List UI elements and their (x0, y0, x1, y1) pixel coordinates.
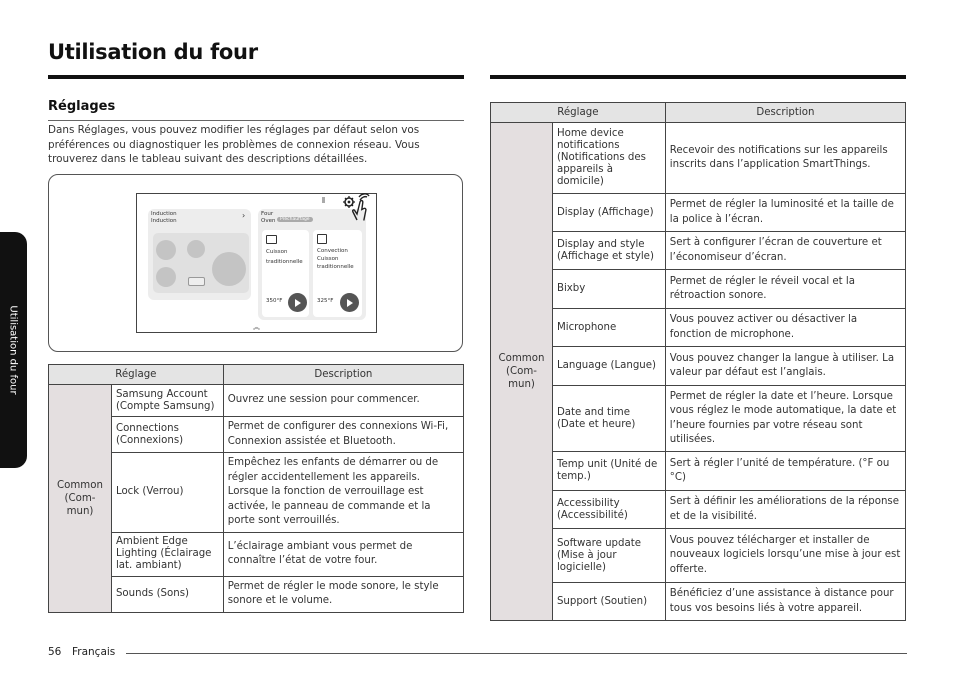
burner-large-right (212, 252, 246, 286)
convection-fan-icon (317, 234, 327, 244)
side-chapter-label: Utilisation du four (7, 305, 19, 395)
description-cell: Vous pouvez changer la langue à utiliser. La valeur par défaut est l’anglais. (665, 347, 905, 386)
setting-cell: Ambient Edge Lighting (Éclairage lat. ambiant) (111, 532, 223, 576)
setting-cell: Home device notifications (Notifications des appareils à domicile) (552, 123, 665, 194)
page-title: Utilisation du four (48, 40, 258, 64)
description-cell: L’éclairage ambiant vous permet de connaître l’état de votre four. (223, 532, 463, 576)
oven-subtitle: Oven (261, 218, 276, 224)
table-row (491, 529, 906, 583)
table-row (49, 385, 464, 417)
table-row (491, 583, 906, 621)
table-row (49, 417, 464, 453)
preheat-badge: Préchauffage (277, 217, 313, 222)
table-row (491, 232, 906, 270)
table-row (491, 452, 906, 491)
table-row (491, 270, 906, 309)
card1-line1: Cuisson (266, 249, 288, 255)
setting-cell: Date and time (Date et heure) (552, 386, 665, 452)
chevron-right-icon[interactable]: › (242, 211, 246, 220)
card2-line3: traditionnelle (317, 264, 354, 270)
induction-title: Induction (151, 211, 177, 217)
setting-cell: Sounds (Sons) (111, 576, 223, 612)
description-cell: Ouvrez une session pour commencer. (223, 385, 463, 417)
description-cell: Permet de régler la date et l’heure. Lorsque vous réglez le mode automatique, la date et l’heure fournies par votre réseau sont utilisées. (665, 386, 905, 452)
setting-cell: Display and style (Affichage et style) (552, 232, 665, 270)
play-icon[interactable] (288, 293, 307, 312)
play-icon[interactable] (340, 293, 359, 312)
induction-subtitle: Induction (151, 218, 177, 224)
description-cell: Sert à régler l’unité de température. (°F ou °C) (665, 452, 905, 491)
description-cell: Sert à définir les améliorations de la réponse et de la visibilité. (665, 491, 905, 529)
settings-gear-icon[interactable] (340, 192, 376, 222)
card1-temp: 350°F (266, 298, 283, 304)
title-rule-left (48, 75, 464, 79)
card2-line1: Convection (317, 248, 348, 254)
header-setting: Réglage (491, 103, 666, 123)
induction-panel[interactable] (148, 209, 251, 300)
header-description: Description (665, 103, 905, 123)
page-number: 56 (48, 646, 62, 658)
oven-mode-card-2[interactable] (313, 230, 362, 317)
oven-panel[interactable] (258, 209, 366, 320)
title-rule-right (490, 75, 906, 79)
side-chapter-tab (0, 232, 27, 468)
table-row (49, 532, 464, 576)
table-row (491, 386, 906, 452)
setting-cell: Language (Langue) (552, 347, 665, 386)
card1-line2: traditionnelle (266, 259, 303, 265)
header-description: Description (223, 365, 463, 385)
category-cell: Common (Com-mun) (49, 385, 112, 613)
burner-front-left (156, 240, 176, 260)
description-cell: Permet de régler le mode sonore, le style sonore et le volume. (223, 576, 463, 612)
description-cell: Bénéficiez d’une assistance à distance pour tous vos besoins liés à votre appareil. (665, 583, 905, 621)
page-language: Français (72, 646, 116, 658)
category-cell: Common (Com-mun) (491, 123, 553, 621)
description-cell: Recevoir des notifications sur les appareils inscrits dans l’application SmartThings. (665, 123, 905, 194)
touch-hand-icon (353, 194, 369, 221)
setting-cell: Support (Soutien) (552, 583, 665, 621)
bridge-element (188, 277, 205, 286)
table-row (491, 123, 906, 194)
oven-mode-card-1[interactable] (262, 230, 309, 317)
description-cell: Vous pouvez télécharger et installer de nouveaux logiciels lorsqu’une mise à jour est offerte. (665, 529, 905, 583)
table-row (491, 491, 906, 529)
section-heading: Réglages (48, 99, 116, 114)
double-chevron-up-icon[interactable]: ︽ (253, 323, 260, 331)
description-cell: Vous pouvez activer ou désactiver la fonction de microphone. (665, 309, 905, 347)
setting-cell: Samsung Account (Compte Samsung) (111, 385, 223, 417)
card2-line2: Cuisson (317, 256, 339, 262)
setting-cell: Microphone (552, 309, 665, 347)
section-rule (48, 120, 464, 121)
burner-rear-left (156, 267, 176, 287)
settings-table-right (490, 102, 906, 621)
description-cell: Permet de régler le réveil vocal et la rétroaction sonore. (665, 270, 905, 309)
burner-front-center (187, 240, 205, 258)
description-cell: Sert à configurer l’écran de couverture et l’économiseur d’écran. (665, 232, 905, 270)
oven-mode-icon-1 (266, 235, 277, 244)
setting-cell: Display (Affichage) (552, 194, 665, 232)
cooktop-area (153, 233, 249, 293)
table-row (491, 309, 906, 347)
table-row (491, 194, 906, 232)
setting-cell: Software update (Mise à jour logicielle) (552, 529, 665, 583)
setting-cell: Connections (Connexions) (111, 417, 223, 453)
settings-table-left (48, 364, 464, 613)
table-header-row (491, 103, 906, 123)
setting-cell: Lock (Verrou) (111, 453, 223, 533)
setting-cell: Temp unit (Unité de temp.) (552, 452, 665, 491)
table-row (49, 576, 464, 612)
description-cell: Permet de régler la luminosité et la taille de la police à l’écran. (665, 194, 905, 232)
oven-title: Four (261, 211, 274, 217)
section-intro: Dans Réglages, vous pouvez modifier les réglages par défaut selon vos préférences ou diagnostiquer les problèmes de connexion réseau. Vous trouverez dans le tableau suivant des descriptions détaillées. (48, 124, 420, 165)
setting-cell: Accessibility (Accessibilité) (552, 491, 665, 529)
header-setting: Réglage (49, 365, 224, 385)
setting-cell: Bixby (552, 270, 665, 309)
status-indicator-icon (322, 197, 325, 203)
table-row (491, 347, 906, 386)
description-cell: Empêchez les enfants de démarrer ou de régler accidentellement les appareils. Lorsque la fonction de verrouillage est activée, le panneau de commande et la porte sont verrouillés. (223, 453, 463, 533)
card2-temp: 325°F (317, 298, 334, 304)
footer-rule (126, 653, 907, 654)
table-header-row (49, 365, 464, 385)
table-row (49, 453, 464, 533)
description-cell: Permet de configurer des connexions Wi-Fi, Connexion assistée et Bluetooth. (223, 417, 463, 453)
